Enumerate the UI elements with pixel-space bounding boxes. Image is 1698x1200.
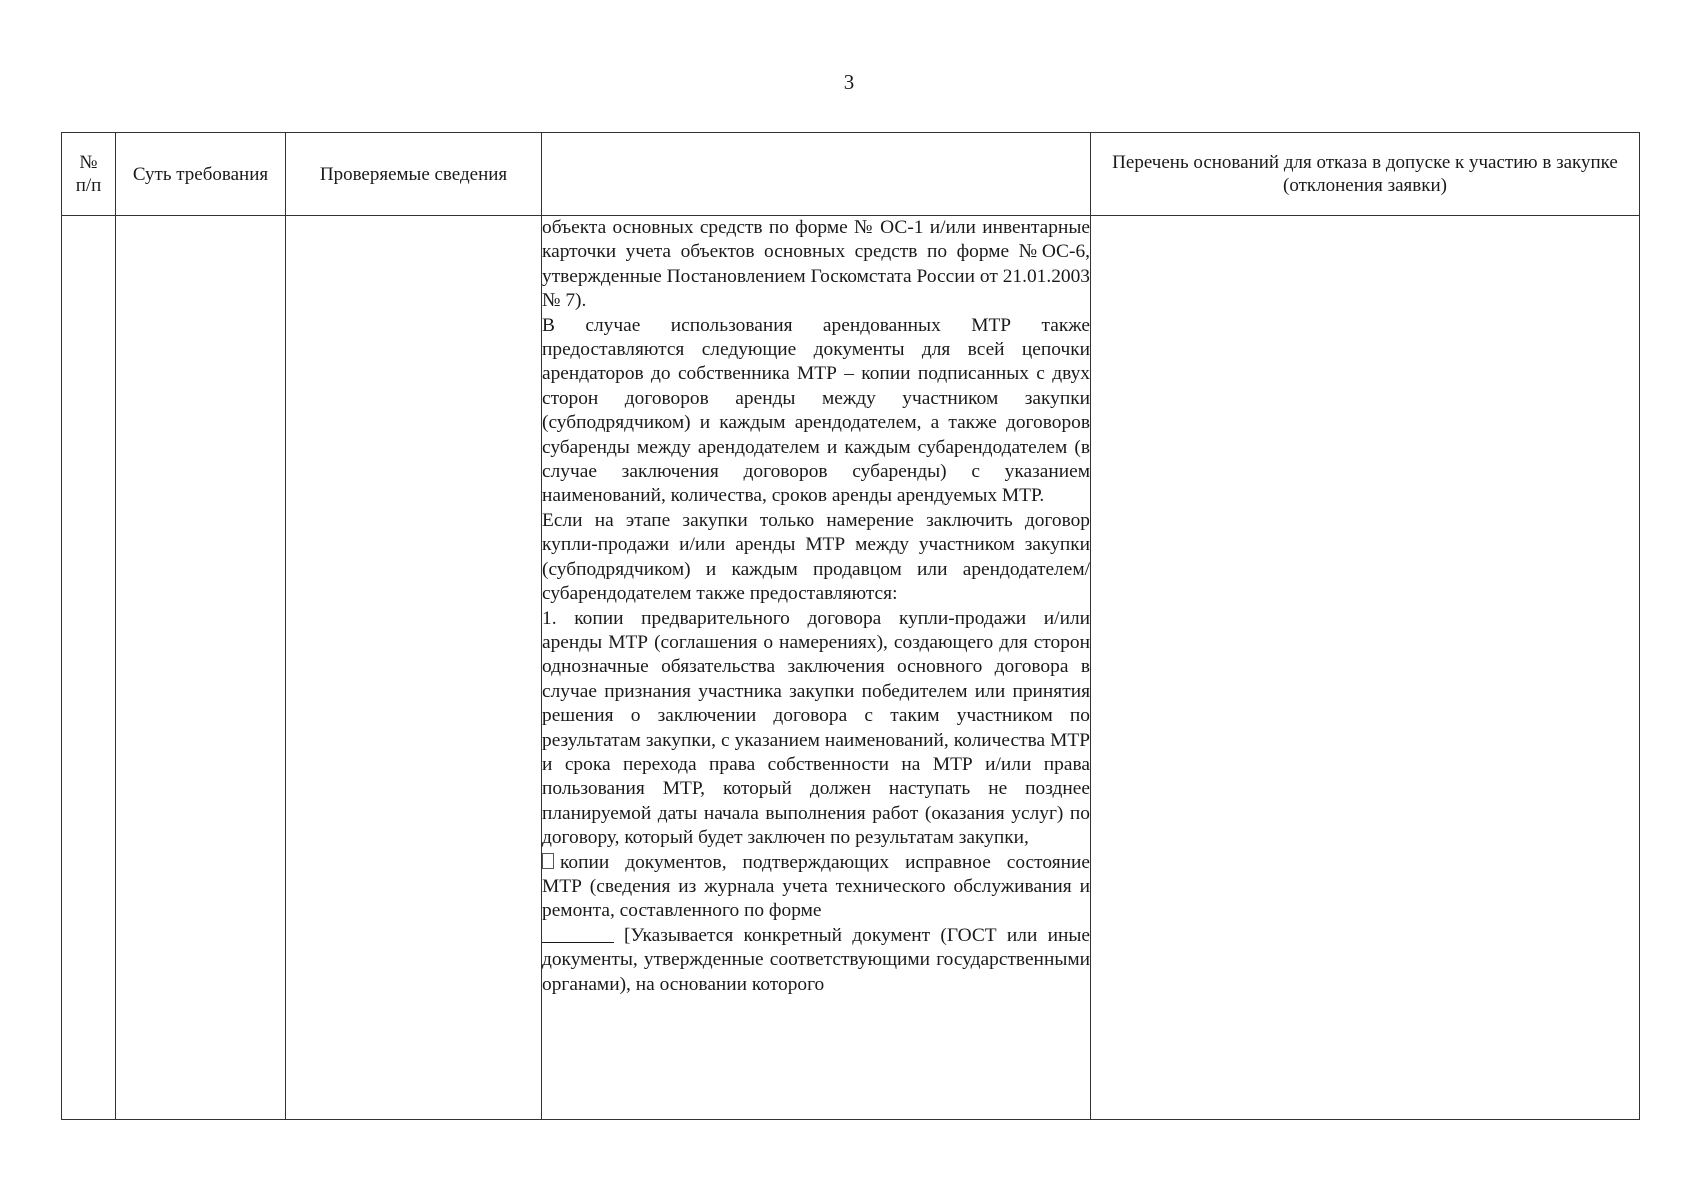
header-number-symbol: № [79, 152, 98, 173]
header-checked-info: Проверяемые сведения [286, 133, 542, 216]
table-row [62, 216, 1640, 1120]
documents-paragraph-5-text: копии документов, подтверждающих исправное состояние МТР (сведения из журнала учета технического обслуживания и ремонта, составленного по форме [542, 851, 1090, 922]
requirements-table [61, 132, 1640, 1120]
cell-checked-info [286, 216, 542, 1120]
cell-rejection-grounds [1091, 216, 1640, 1120]
cell-number [62, 216, 116, 1120]
documents-paragraph-4: 1. копии предварительного договора купли-продажи и/или аренды МТР (соглашения о намерениях), создающего для сторон однозначные обязательства заключения основного договора в случае признания участника закупки победителем или принятия решения о заключении договора с таким участником по результатам закупки, с указанием наименований, количества МТР и срока перехода права собственности на МТР и/или права пользования МТР, который должен наступать не позднее планируемой даты начала выполнения работ (оказания услуг) по договору, который будет заключен по результатам закупки, [542, 607, 1090, 849]
documents-paragraph-6 [542, 924, 1090, 997]
cell-documents [542, 216, 1091, 1120]
checkbox-bullet-icon [542, 853, 554, 869]
documents-paragraph-5 [542, 851, 1090, 924]
documents-paragraph-1: объекта основных средств по форме № ОС-1 и/или инвентарные карточки учета объектов основных средств по форме №ОС-6, утвержденные Постановлением Госкомстата России от 21.01.2003 № 7). [542, 217, 1090, 312]
fill-in-blank [542, 924, 614, 943]
header-rejection-grounds: Перечень оснований для отказа в допуске к участию в закупке (отклонения заявки) [1091, 133, 1640, 216]
documents-paragraph-3: Если на этапе закупки только намерение заключить договор купли-продажи и/или аренды МТР между участником закупки (субподрядчиком) и каждым продавцом или арендодателем/ субарендодателем также предоставляются: [542, 509, 1090, 605]
documents-paragraph-2: В случае использования арендованных МТР также предоставляются следующие документы для всей цепочки арендаторов до собственника МТР – копии подписанных с двух сторон договоров аренды между участником закупки (субподрядчиком) и каждым арендодателем, а также договоров субаренды между арендодателем и каждым субарендодателем (в случае заключения договоров субаренды) с указанием наименований, количества, сроков аренды арендуемых МТР. [542, 314, 1090, 507]
page-number: 3 [843, 70, 855, 94]
header-number-abbr: п/п [75, 175, 102, 196]
header-essence: Суть требования [116, 133, 286, 216]
header-documents [542, 133, 1091, 216]
header-number [62, 133, 116, 216]
cell-essence [116, 216, 286, 1120]
documents-paragraph-6-text: [Указывается конкретный документ (ГОСТ или иные документы, утвержденные соответствующими государственными органами), на основании которого [542, 924, 1090, 995]
table-header-row [62, 133, 1640, 216]
